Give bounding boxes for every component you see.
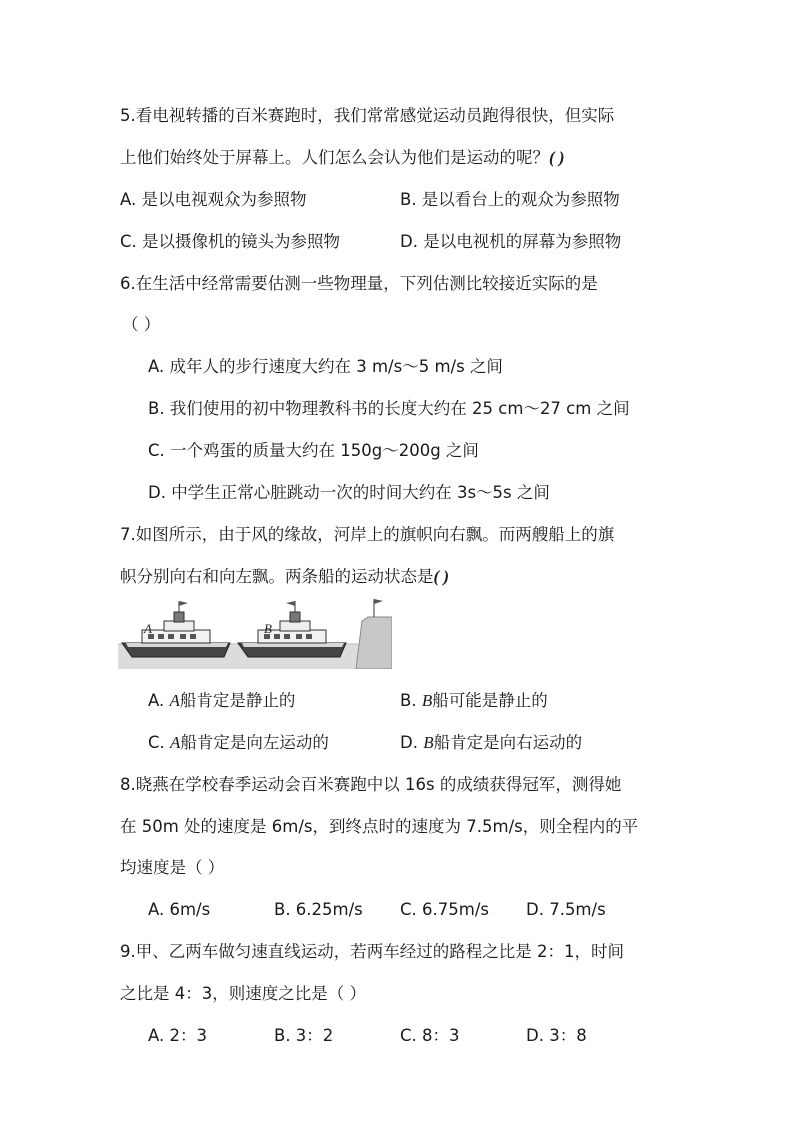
q7-option-b [400, 689, 548, 713]
q7-option-c [148, 731, 329, 755]
q7-stem-line1: 7.如图所示，由于风的缘故，河岸上的旗帜向右飘。而两艘船上的旗 [120, 525, 615, 544]
q6-option-a: A. 成年人的步行速度大约在 3 m/s～5 m/s 之间 [148, 357, 503, 376]
q5-stem-line2 [120, 146, 565, 170]
boats-figure [118, 597, 392, 669]
q7-option-b-text: 船可能是静止的 [432, 691, 548, 710]
q9-option-c: C. 8：3 [400, 1026, 460, 1045]
q5-option-b: B. 是以看台上的观众为参照物 [400, 190, 620, 209]
q5-answer-paren: ( ) [549, 148, 565, 167]
q7-option-b-var: B [421, 691, 433, 710]
q6-option-c: C. 一个鸡蛋的质量大约在 150g～200g 之间 [148, 441, 479, 460]
boat-b-flag [286, 601, 295, 606]
boat-a-label: A [144, 621, 152, 636]
boats-illustration [118, 597, 392, 669]
q7-option-c-prefix: C. [148, 733, 171, 752]
q9-option-d: D. 3：8 [526, 1026, 587, 1045]
q6-option-b: B. 我们使用的初中物理教科书的长度大约在 25 cm～27 cm 之间 [148, 399, 630, 418]
boat-b [238, 601, 346, 657]
q7-option-a-text: 船肯定是静止的 [179, 691, 296, 710]
q5-option-a: A. 是以电视观众为参照物 [120, 190, 307, 209]
q5-stem-line1: 5.看电视转播的百米赛跑时，我们常常感觉运动员跑得很快，但实际 [120, 106, 615, 125]
q8-stem-line1: 8.晓燕在学校春季运动会百米赛跑中以 16s 的成绩获得冠军，测得她 [120, 775, 622, 794]
q9-option-b: B. 3：2 [274, 1026, 334, 1045]
q9-stem-line2: 之比是 4：3，则速度之比是（ ） [120, 984, 366, 1003]
q7-stem-text: 帜分别向右和向左飘。两条船的运动状态是 [120, 567, 434, 586]
boat-a [122, 601, 230, 657]
q7-option-d-text: 船肯定是向右运动的 [433, 733, 583, 752]
q7-option-a [148, 689, 295, 713]
q6-option-d: D. 中学生正常心脏跳动一次的时间大约在 3s～5s 之间 [148, 483, 550, 502]
q8-option-a: A. 6m/s [148, 900, 211, 919]
q7-option-d-var: B [423, 733, 434, 752]
q7-stem-line2 [120, 565, 449, 589]
q5-option-d: D. 是以电视机的屏幕为参照物 [400, 232, 622, 251]
bank-flag [374, 599, 383, 604]
q7-answer-paren: ( ) [433, 567, 450, 586]
q6-stem-line1: 6.在生活中经常需要估测一些物理量，下列估测比较接近实际的是 [120, 274, 598, 293]
boat-a-flag [179, 601, 188, 606]
q8-option-b: B. 6.25m/s [274, 900, 363, 919]
q7-option-c-var: A [170, 733, 181, 752]
q8-stem-line3: 均速度是（ ） [120, 858, 225, 877]
q7-option-a-prefix: A. [148, 691, 170, 710]
q7-option-d-prefix: D. [400, 733, 424, 752]
river-bank [356, 599, 392, 669]
q9-stem-line1: 9.甲、乙两车做匀速直线运动，若两车经过的路程之比是 2：1，时间 [120, 942, 624, 961]
q5-stem-text: 上他们始终处于屏幕上。人们怎么会认为他们是运动的呢？ [120, 148, 549, 167]
q8-option-d: D. 7.5m/s [526, 900, 606, 919]
q6-answer-paren: （ ） [122, 315, 161, 334]
q7-option-c-text: 船肯定是向左运动的 [180, 733, 329, 752]
boat-b-label: B [264, 621, 272, 636]
q7-option-b-prefix: B. [400, 691, 422, 710]
q8-option-c: C. 6.75m/s [400, 900, 489, 919]
q7-option-d [400, 731, 582, 755]
q9-option-a: A. 2：3 [148, 1026, 207, 1045]
q8-stem-line2: 在 50m 处的速度是 6m/s，到终点时的速度为 7.5m/s，则全程内的平 [120, 817, 639, 836]
q5-option-c: C. 是以摄像机的镜头为参照物 [120, 232, 341, 251]
q7-option-a-var: A [169, 691, 180, 710]
